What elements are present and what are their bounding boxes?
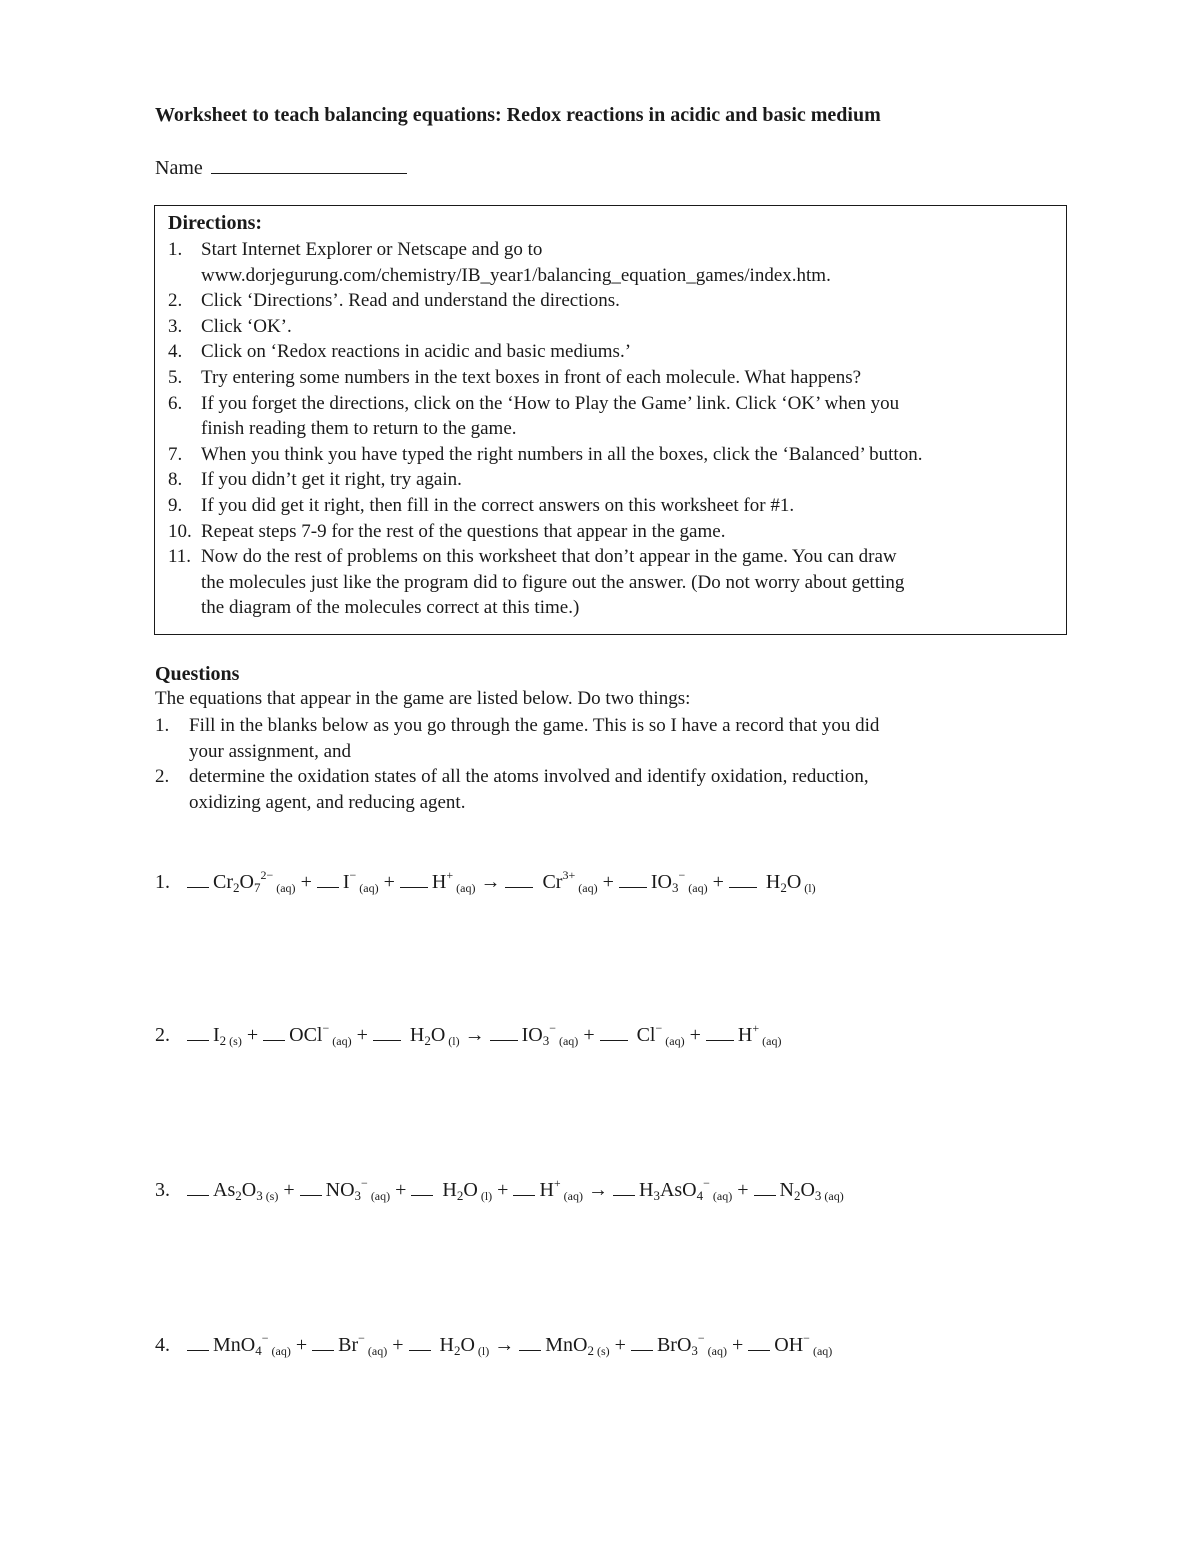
directions-item <box>168 237 922 288</box>
formula-text: N <box>779 1179 794 1201</box>
subscript: 4 <box>696 1188 704 1203</box>
questions-intro: The equations that appear in the game are listed below. Do two things: <box>155 688 691 709</box>
coefficient-blank[interactable] <box>187 873 209 888</box>
charge-superscript: − <box>261 1331 269 1345</box>
coefficient-blank[interactable] <box>312 1336 334 1351</box>
formula-text: H <box>539 1179 554 1201</box>
phase-label: (l) <box>477 1189 493 1203</box>
directions-item-number: 9. <box>168 494 183 516</box>
coefficient-blank[interactable] <box>409 1336 431 1351</box>
coefficient-blank[interactable] <box>400 873 428 888</box>
formula-text: I <box>213 1024 220 1046</box>
directions-item <box>168 493 922 519</box>
charge-superscript: − <box>703 1176 710 1190</box>
formula-text: H <box>404 1024 425 1046</box>
charge-superscript: + <box>446 868 454 882</box>
phase-label: (aq) <box>560 1189 583 1203</box>
subscript: 7 <box>253 880 261 895</box>
phase-label: (aq) <box>821 1189 844 1203</box>
coefficient-blank[interactable] <box>411 1181 433 1196</box>
coefficient-blank[interactable] <box>619 873 647 888</box>
charge-superscript: − <box>678 868 686 882</box>
phase-label: (aq) <box>704 1344 727 1358</box>
directions-item-number: 5. <box>168 366 183 388</box>
formula-text: + <box>241 1024 264 1046</box>
charge-superscript: − <box>361 1176 368 1190</box>
directions-item-line: If you did get it right, then fill in the correct answers on this worksheet for #1. <box>201 494 795 516</box>
phase-label: (l) <box>801 881 816 895</box>
formula-text: OCl <box>289 1024 323 1046</box>
coefficient-blank[interactable] <box>505 873 533 888</box>
charge-superscript: − <box>358 1331 365 1345</box>
directions-item <box>168 365 922 391</box>
equation-4 <box>155 1331 832 1359</box>
coefficient-blank[interactable] <box>263 1026 285 1041</box>
directions-item-line: Repeat steps 7-9 for the rest of the questions that appear in the game. <box>201 520 726 542</box>
formula-text: As <box>213 1179 236 1201</box>
formula-text: + <box>578 1024 600 1046</box>
phase-label: (aq) <box>555 1034 579 1048</box>
charge-superscript: 2− <box>260 868 274 882</box>
directions-item <box>168 391 922 442</box>
directions-item-line: Start Internet Explorer or Netscape and go to <box>201 239 543 260</box>
charge-superscript: + <box>553 1176 561 1190</box>
subscript: 3 <box>256 1188 263 1203</box>
directions-item-line: finish reading them to return to the game. <box>201 418 517 440</box>
coefficient-blank[interactable] <box>373 1026 401 1041</box>
directions-item-number: 7. <box>168 443 183 465</box>
coefficient-blank[interactable] <box>631 1336 653 1351</box>
coefficient-blank[interactable] <box>600 1026 628 1041</box>
directions-item-line: Click ‘Directions’. Read and understand the directions. <box>201 290 620 312</box>
questions-list <box>155 713 879 815</box>
formula-text: H <box>760 871 781 893</box>
phase-label: (aq) <box>709 1189 733 1203</box>
formula-text: → <box>489 1334 520 1356</box>
formula-text: + <box>707 871 729 893</box>
directions-list <box>168 237 922 621</box>
formula-text: → <box>475 871 506 893</box>
formula-text: + <box>290 1334 313 1356</box>
subscript: 2 <box>456 1188 464 1203</box>
directions-item-line: Now do the rest of problems on this worksheet that don’t appear in the game. You can draw <box>201 546 897 568</box>
formula-text: O <box>239 871 254 893</box>
phase-label: (s) <box>593 1344 610 1358</box>
formula-text: H <box>434 1334 454 1356</box>
name-blank-line[interactable] <box>211 155 407 174</box>
phase-label: (l) <box>474 1344 490 1358</box>
formula-text: O <box>463 1179 478 1201</box>
formula-text: Br <box>338 1334 359 1356</box>
formula-text: + <box>378 871 400 893</box>
directions-item-line: Click on ‘Redox reactions in acidic and basic mediums.’ <box>201 341 632 363</box>
formula-text: O <box>786 871 802 893</box>
formula-text: + <box>597 871 619 893</box>
formula-text: + <box>295 871 317 893</box>
charge-superscript: − <box>349 868 357 882</box>
directions-item-line: www.dorjegurung.com/chemistry/IB_year1/balancing_equation_games/index.htm. <box>201 264 831 286</box>
formula-text: O <box>430 1024 446 1046</box>
formula-text: H <box>437 1179 457 1201</box>
formula-text: + <box>390 1179 412 1201</box>
coefficient-blank[interactable] <box>187 1181 209 1196</box>
phase-label: (aq) <box>453 881 476 895</box>
directions-item <box>168 467 922 493</box>
formula-text: I <box>342 871 350 893</box>
coefficient-blank[interactable] <box>187 1336 209 1351</box>
formula-text: IO <box>650 871 672 893</box>
formula-text: + <box>727 1334 749 1356</box>
coefficient-blank[interactable] <box>754 1181 776 1196</box>
questions-item-line: Fill in the blanks below as you go through the game. This is so I have a record that you did <box>189 715 880 736</box>
formula-text: + <box>684 1024 706 1046</box>
subscript: 3 <box>653 1188 660 1203</box>
equation-number: 3. <box>155 1179 170 1201</box>
phase-label: (aq) <box>364 1344 388 1358</box>
directions-heading: Directions: <box>168 212 263 234</box>
phase-label: (aq) <box>356 881 379 895</box>
formula-text: Cr <box>537 871 563 893</box>
formula-text: Cl <box>631 1024 656 1046</box>
directions-item-line: If you didn’t get it right, try again. <box>201 469 462 491</box>
formula-text: MnO <box>213 1334 256 1356</box>
phase-label: (aq) <box>685 881 708 895</box>
phase-label: (aq) <box>268 1344 291 1358</box>
subscript: 3 <box>671 880 679 895</box>
subscript: 2 <box>793 1188 801 1203</box>
directions-item-line: When you think you have typed the right numbers in all the boxes, click the ‘Balanced’ button. <box>201 443 923 465</box>
name-row <box>155 155 407 180</box>
formula-text: + <box>609 1334 631 1356</box>
charge-superscript: 3+ <box>562 868 576 882</box>
phase-label: (aq) <box>759 1034 782 1048</box>
formula-text: H <box>639 1179 654 1201</box>
subscript: 3 <box>354 1188 362 1203</box>
formula-text: AsO <box>659 1179 697 1201</box>
subscript: 2 <box>587 1343 594 1358</box>
coefficient-blank[interactable] <box>519 1336 541 1351</box>
formula-text: H <box>431 871 447 893</box>
directions-item-number: 3. <box>168 315 183 337</box>
directions-item-number: 4. <box>168 341 183 363</box>
subscript: 4 <box>255 1343 262 1358</box>
directions-item <box>168 442 922 468</box>
coefficient-blank[interactable] <box>706 1026 734 1041</box>
phase-label: (s) <box>226 1034 242 1048</box>
formula-text: O <box>241 1179 257 1201</box>
directions-item-number: 6. <box>168 392 183 414</box>
directions-item-line: the diagram of the molecules correct at this time.) <box>201 597 580 619</box>
questions-item <box>155 713 879 764</box>
directions-item-line: If you forget the directions, click on the ‘How to Play the Game’ link. Click ‘OK’ when you <box>201 392 900 414</box>
phase-label: (aq) <box>367 1189 391 1203</box>
formula-text: O <box>460 1334 475 1356</box>
phase-label: (aq) <box>329 1034 352 1048</box>
subscript: 2 <box>780 880 787 895</box>
questions-heading: Questions <box>155 663 240 685</box>
questions-item-line: your assignment, and <box>189 740 352 762</box>
charge-superscript: − <box>697 1331 705 1345</box>
directions-item-line: Try entering some numbers in the text boxes in front of each molecule. What happens? <box>201 366 862 388</box>
directions-item-number: 2. <box>168 290 183 312</box>
directions-item-line: Click ‘OK’. <box>201 315 292 337</box>
directions-item <box>168 544 922 621</box>
formula-text: + <box>351 1024 373 1046</box>
charge-superscript: + <box>752 1021 760 1035</box>
formula-text: + <box>387 1334 409 1356</box>
subscript: 2 <box>219 1033 227 1048</box>
formula-text: H <box>737 1024 753 1046</box>
phase-label: (l) <box>445 1034 460 1048</box>
charge-superscript: − <box>549 1021 556 1035</box>
questions-item-line: determine the oxidation states of all the atoms involved and identify oxidation, reduction, <box>189 766 869 787</box>
directions-item <box>168 314 922 340</box>
subscript: 3 <box>542 1033 550 1048</box>
equation-number: 4. <box>155 1334 170 1356</box>
formula-text: O <box>800 1179 815 1201</box>
questions-item-line: oxidizing agent, and reducing agent. <box>189 791 466 813</box>
subscript: 3 <box>814 1188 822 1203</box>
name-label: Name <box>155 157 203 179</box>
directions-item <box>168 339 922 365</box>
equation-number: 2. <box>155 1024 170 1046</box>
directions-item-line: the molecules just like the program did to figure out the answer. (Do not worry about getting <box>201 571 905 593</box>
directions-item-number: 8. <box>168 469 183 491</box>
formula-text: + <box>492 1179 514 1201</box>
equation-1 <box>155 868 816 896</box>
charge-superscript: − <box>803 1331 810 1345</box>
phase-label: (aq) <box>575 881 598 895</box>
coefficient-blank[interactable] <box>317 873 339 888</box>
questions-item <box>155 764 879 815</box>
coefficient-blank[interactable] <box>729 873 757 888</box>
directions-item-number: 10. <box>168 520 192 542</box>
formula-text: NO <box>325 1179 355 1201</box>
page-title: Worksheet to teach balancing equations: Redox reactions in acidic and basic medium <box>155 104 881 126</box>
equation-3 <box>155 1176 844 1204</box>
questions-item-number: 1. <box>155 715 170 736</box>
coefficient-blank[interactable] <box>300 1181 322 1196</box>
formula-text: OH <box>774 1334 804 1356</box>
directions-item-number: 1. <box>168 239 183 260</box>
questions-item-number: 2. <box>155 766 170 787</box>
equation-2 <box>155 1021 781 1049</box>
subscript: 2 <box>453 1343 461 1358</box>
subscript: 2 <box>233 880 240 895</box>
equation-number: 1. <box>155 871 170 893</box>
formula-text: BrO <box>656 1334 692 1356</box>
formula-text: IO <box>521 1024 543 1046</box>
charge-superscript: − <box>322 1021 330 1035</box>
phase-label: (aq) <box>273 881 296 895</box>
coefficient-blank[interactable] <box>613 1181 635 1196</box>
formula-text: → <box>583 1179 613 1201</box>
charge-superscript: − <box>655 1021 663 1035</box>
formula-text: Cr <box>213 871 233 893</box>
phase-label: (s) <box>262 1189 279 1203</box>
formula-text: → <box>459 1024 490 1046</box>
phase-label: (aq) <box>662 1034 685 1048</box>
coefficient-blank[interactable] <box>490 1026 518 1041</box>
formula-text: MnO <box>545 1334 588 1356</box>
phase-label: (aq) <box>809 1344 833 1358</box>
coefficient-blank[interactable] <box>513 1181 535 1196</box>
directions-item <box>168 288 922 314</box>
formula-text: + <box>278 1179 300 1201</box>
directions-item-number: 11. <box>168 546 192 568</box>
coefficient-blank[interactable] <box>748 1336 770 1351</box>
formula-text: + <box>732 1179 754 1201</box>
subscript: 2 <box>424 1033 431 1048</box>
subscript: 2 <box>235 1188 242 1203</box>
coefficient-blank[interactable] <box>187 1026 209 1041</box>
directions-item <box>168 519 922 545</box>
subscript: 3 <box>691 1343 698 1358</box>
